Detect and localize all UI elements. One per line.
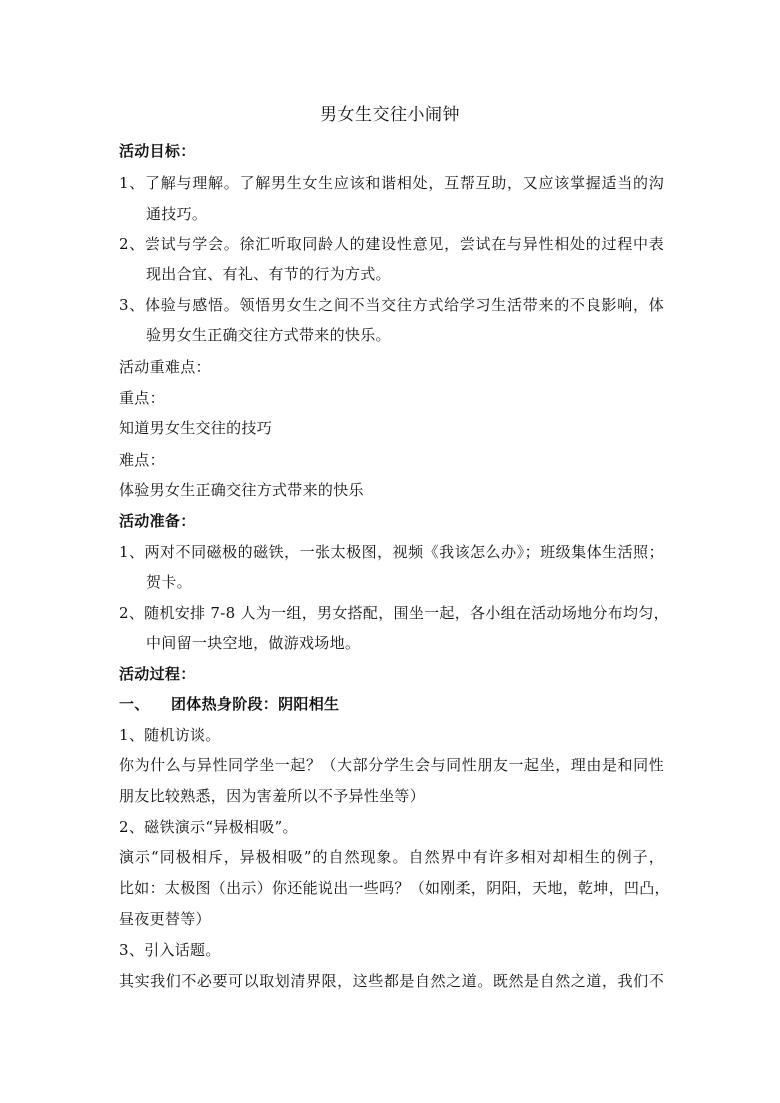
step-2-label: 2、磁铁演示“异极相吸”。 xyxy=(119,818,298,836)
key-label: 重点： xyxy=(119,389,165,407)
section-1-number: 一、 xyxy=(119,695,150,713)
prep-1-line2: 贺卡。 xyxy=(146,573,192,591)
goal-3-line1: 3、体验与感悟。领悟男女生之间不当交往方式给学习生活带来的不良影响，体 xyxy=(119,296,664,314)
difficulty-text: 体验男女生正确交往方式带来的快乐 xyxy=(119,481,364,499)
goal-1-line2: 通技巧。 xyxy=(146,205,208,223)
goal-1-line1: 1、了解与理解。了解男生女生应该和谐相处，互帮互助，又应该掌握适当的沟 xyxy=(119,174,664,192)
process-heading: 活动过程： xyxy=(119,665,196,683)
difficulty-label: 难点： xyxy=(119,451,165,469)
step-3-text-line1: 其实我们不必要可以取划清界限，这些都是自然之道。既然是自然之道，我们不 xyxy=(119,972,664,990)
key-heading: 活动重难点： xyxy=(119,358,211,376)
document-title: 男女生交往小闹钟 xyxy=(320,105,460,125)
goal-2-line1: 2、尝试与学会。徐汇听取同龄人的建设性意见，尝试在与异性相处的过程中表 xyxy=(119,235,664,253)
goal-3-line2: 验男女生正确交往方式带来的快乐。 xyxy=(146,326,391,344)
step-1-label: 1、随机访谈。 xyxy=(119,726,221,744)
prep-2-line2: 中间留一块空地，做游戏场地。 xyxy=(146,634,361,652)
prep-heading: 活动准备： xyxy=(119,512,196,530)
section-1-heading xyxy=(119,693,664,715)
step-1-text-line1: 你为什么与异性同学坐一起？（大部分学生会与同性朋友一起坐，理由是和同性 xyxy=(119,756,664,774)
goal-2-line2: 现出合宜、有礼、有节的行为方式。 xyxy=(146,265,391,283)
prep-2-line1: 2、随机安排 7-8 人为一组，男女搭配，围坐一起，各小组在活动场地分布均匀， xyxy=(119,604,669,622)
step-2-text-line2: 比如：太极图（出示）你还能说出一些吗？（如刚柔，阴阳，天地，乾坤，凹凸， xyxy=(119,879,670,897)
step-1-text-line2: 朋友比较熟悉，因为害羞所以不予异性坐等） xyxy=(119,787,426,805)
key-text: 知道男女生交往的技巧 xyxy=(119,419,273,437)
step-2-text-line1: 演示“同极相斥，异极相吸”的自然现象。自然界中有许多相对却相生的例子， xyxy=(119,848,664,866)
step-3-label: 3、引入话题。 xyxy=(119,941,221,959)
goal-heading: 活动目标： xyxy=(119,142,196,160)
step-2-text-line3: 昼夜更替等） xyxy=(119,910,211,928)
section-1-title: 团体热身阶段：阴阳相生 xyxy=(171,695,340,713)
prep-1-line1: 1、两对不同磁极的磁铁，一张太极图，视频《我该怎么办》；班级集体生活照； xyxy=(119,543,664,561)
